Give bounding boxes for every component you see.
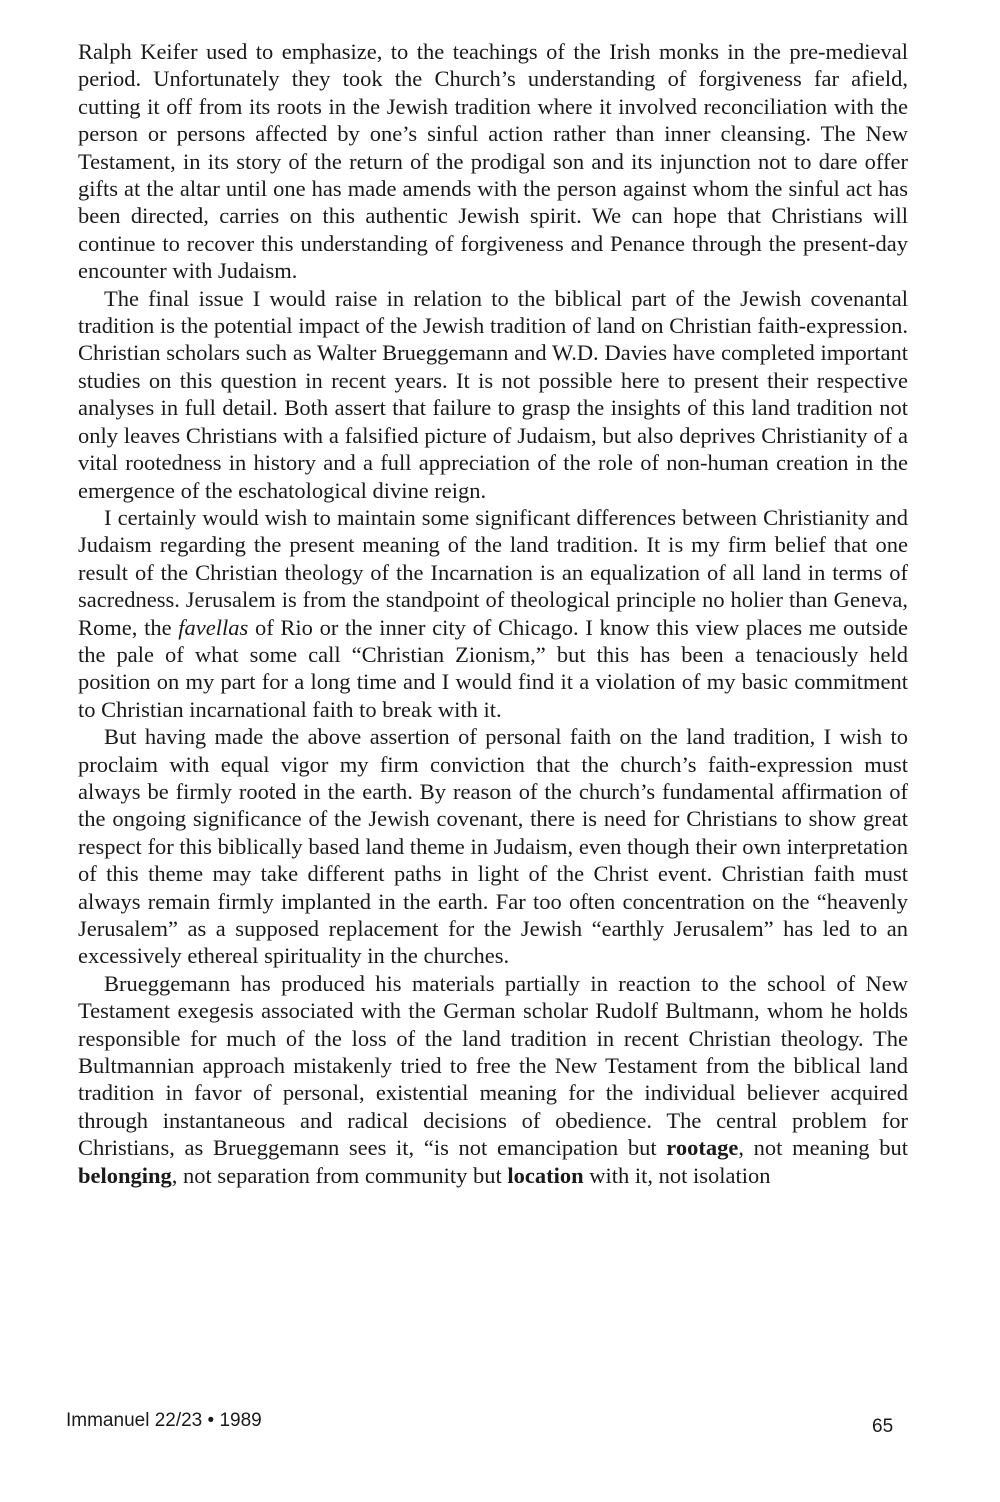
page-number: 65 xyxy=(872,1416,894,1437)
bold-term: location xyxy=(507,1162,584,1188)
paragraph-text: The final issue I would raise in relation to the biblical part of the Jewish covenantal tradition is the potential impact of the Jewish tradition of land on Christian faith-expression. Christian scholars such as Walter Brueggemann and W.D. Davies have completed important studies on this question in recent years. It is not possible here to present their respective analyses in full detail. Both assert that failure to grasp the insights of this land tradition not only leaves Christians with a falsified picture of Judaism, but also deprives Christianity of a vital rootedness in history and a full appreciation of the role of non-human creation in the emergence of the eschatological divine reign. xyxy=(78,285,908,503)
paragraph xyxy=(78,723,908,970)
paragraph-text: with it, not isolation xyxy=(583,1162,771,1188)
paragraph xyxy=(78,285,908,504)
bold-term: belonging xyxy=(78,1162,172,1188)
paragraph xyxy=(78,38,908,285)
paragraph-text: , not separation from community but xyxy=(171,1162,508,1188)
paragraph-text: I certainly would wish to maintain some significant differences between Christianity and Judaism regarding the present meaning of the land tradition. It is my firm belief that one result of the Christian theology of the Incarnation is an equalization of all land in terms of sacredness. Jerusalem is from the standpoint of theological principle no holier than Geneva, Rome, the xyxy=(78,504,908,640)
italic-term: favellas xyxy=(178,614,249,640)
paragraph-text: But having made the above assertion of personal faith on the land tradition, I wish to proclaim with equal vigor my firm conviction that the church’s faith-expression must always be firmly rooted in the earth. By reason of the church’s fundamental affirmation of the ongoing significance of the Jewish covenant, there is need for Christians to show great respect for this biblically based land theme in Judaism, even though their own interpretation of this theme may take different paths in light of the Christ event. Christian faith must always remain firmly implanted in the earth. Far too often concentration on the “heavenly Jerusalem” as a supposed replacement for the Jewish “earthly Jerusalem” has led to an excessively ethereal spirituality in the churches. xyxy=(78,724,908,969)
paragraph xyxy=(78,504,908,723)
bold-term: rootage xyxy=(666,1135,739,1161)
paragraph-text: , not meaning but xyxy=(738,1135,908,1161)
document-page xyxy=(78,38,908,1189)
paragraph-text: of Rio or the inner city of Chicago. I know this view places me outside the pale of what some call “Christian Zionism,” but this has been a tenaciously held position on my part for a long time and I would find it a violation of my basic commitment to Christian incarnational faith to break with it. xyxy=(78,614,908,722)
paragraph-text: Brueggemann has produced his materials partially in reaction to the school of New Testament exegesis associated with the German scholar Rudolf Bultmann, whom he holds responsible for much of the loss of the land tradition in recent Christian theology. The Bultmannian approach mistakenly tried to free the New Testament from the biblical land tradition in favor of personal, existential meaning for the individual believer acquired through instantaneous and radical decisions of obedience. The central problem for Christians, as Brueggemann sees it, “is not emancipation but xyxy=(78,970,908,1161)
footer-journal: Immanuel 22/23 • 1989 xyxy=(66,1410,262,1431)
paragraph xyxy=(78,970,908,1189)
paragraph-text: Ralph Keifer used to emphasize, to the teachings of the Irish monks in the pre-medieval period. Unfortunately they took the Church’s understanding of forgiveness far afield, cutting it off from its roots in the Jewish tradition where it involved reconciliation with the person or persons affected by one’s sinful action rather than inner cleansing. The New Testament, in its story of the return of the prodigal son and its injunction not to dare offer gifts at the altar until one has made amends with the person against whom the sinful act has been directed, carries on this authentic Jewish spirit. We can hope that Christians will continue to recover this understanding of forgiveness and Penance through the present-day encounter with Judaism. xyxy=(78,39,908,284)
